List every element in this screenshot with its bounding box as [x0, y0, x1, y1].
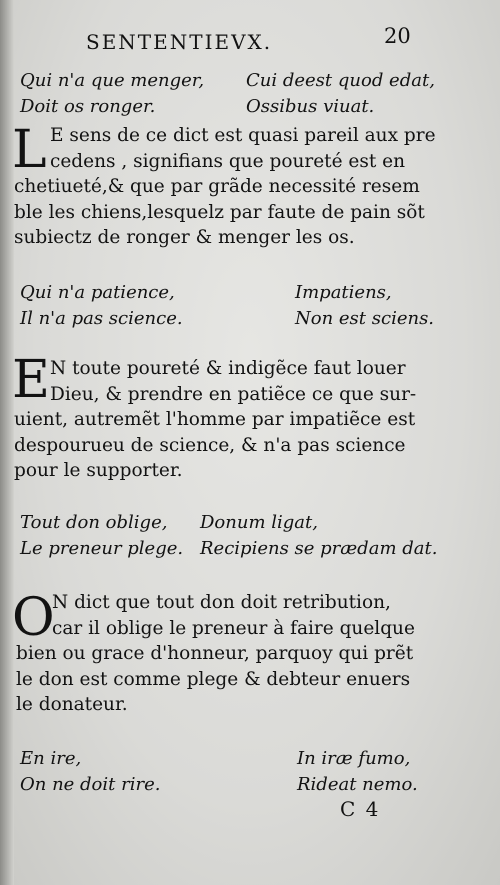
signature-mark: C 4 [340, 797, 381, 821]
commentary-1-line-4: ble les chiens,lesquelz par faute de pain sõt [14, 201, 425, 223]
commentary-3-line-4: le don est comme plege & debteur enuers [16, 668, 411, 690]
commentary-3 [52, 590, 415, 641]
commentary-1-line-3: chetiueté,& que par grãde necessité resem [14, 176, 420, 197]
dropcap-1: L [12, 120, 47, 180]
proverb-1-french-line-2: Doit os ronger. [20, 96, 156, 117]
commentary-1-line-2: cedens , signifians que poureté est en [50, 150, 406, 172]
proverb-3-french-line-2: Le preneur plege. [20, 538, 184, 559]
commentary-1-body [14, 174, 425, 251]
running-title: SENTENTIEVX. [86, 30, 273, 54]
commentary-2-line-1: N toute poureté & indigẽce faut louer [50, 358, 406, 379]
commentary-2-body [14, 407, 415, 484]
commentary-3-line-2: car il oblige le preneur à faire quelque [52, 617, 415, 639]
commentary-2-line-4: despourueu de science, & n'a pas science [14, 434, 406, 456]
proverb-2-latin-line-2: Non est sciens. [295, 308, 435, 329]
proverb-4-latin [297, 746, 418, 798]
proverb-1-latin-line-1: Cui deest quod edat, [246, 70, 435, 91]
commentary-2-line-2: Dieu, & prendre en patiẽce ce que sur- [50, 383, 417, 405]
proverb-2-french [20, 280, 183, 332]
commentary-1 [50, 123, 436, 149]
commentary-3-line-1: N dict que tout don doit retribution, [52, 592, 391, 613]
proverb-4-french [20, 746, 160, 798]
commentary-3-line-5: le donateur. [16, 694, 128, 715]
proverb-4-french-line-2: On ne doit rire. [20, 774, 161, 795]
proverb-4-french-line-1: En ire, [20, 748, 82, 769]
proverb-3-latin-line-2: Recipiens se prædam dat. [200, 538, 438, 559]
commentary-1-indented [50, 149, 405, 175]
proverb-3-latin [200, 510, 437, 562]
proverb-2-french-line-1: Qui n'a patience, [20, 282, 175, 303]
proverb-1-latin-line-2: Ossibus viuat. [246, 96, 375, 117]
commentary-2 [50, 356, 416, 407]
proverb-3-french [20, 510, 183, 562]
proverb-1-french [20, 68, 204, 120]
proverb-1-latin [246, 68, 435, 120]
commentary-3-body [16, 641, 413, 718]
proverb-1-french-line-1: Qui n'a que menger, [20, 70, 205, 91]
commentary-1-line-1: E sens de ce dict est quasi pareil aux pre [50, 125, 436, 146]
proverb-4-latin-line-2: Rideat nemo. [297, 774, 418, 795]
dropcap-2: E [12, 350, 50, 410]
commentary-2-line-5: pour le supporter. [14, 460, 183, 481]
page-number: 20 [384, 24, 411, 48]
proverb-3-latin-line-1: Donum ligat, [200, 512, 318, 533]
proverb-3-french-line-1: Tout don oblige, [20, 512, 168, 533]
proverb-2-latin-line-1: Impatiens, [295, 282, 392, 303]
dropcap-3: O [12, 588, 55, 648]
proverb-2-french-line-2: Il n'a pas science. [20, 308, 183, 329]
commentary-2-line-3: uient, autremẽt l'homme par impatiẽce est [14, 409, 416, 430]
proverb-2-latin [295, 280, 434, 332]
commentary-1-line-5: subiectz de ronger & menger les os. [14, 227, 355, 248]
commentary-3-line-3: bien ou grace d'honneur, parquoy qui prẽt [16, 643, 414, 664]
proverb-4-latin-line-1: In iræ fumo, [297, 748, 411, 769]
